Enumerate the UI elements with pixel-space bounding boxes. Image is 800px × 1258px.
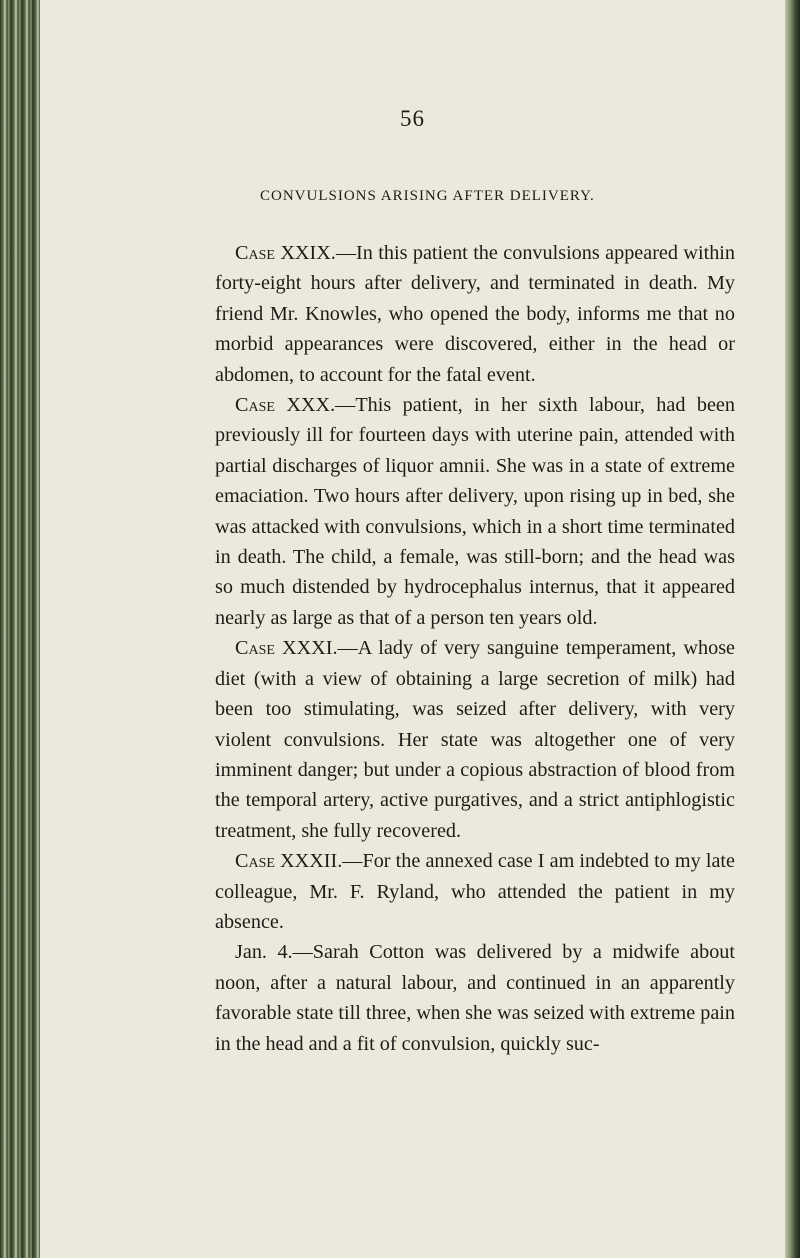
- paragraph-text: —A lady of very sanguine temperament, whose diet (with a view of obtaining a large secretion of milk) had been too stimulating, was seized after delivery, with very violent convulsions. Her state was altogether one of very imminent danger; but under a copious abstraction of blood from the temporal artery, active purgatives, and a strict antiphlogistic treatment, she fully recovered.: [215, 637, 736, 842]
- paragraph-case-xxxii: [215, 846, 735, 937]
- case-label: Case XXXII.: [235, 850, 343, 873]
- paragraph-text: —For the annexed case I am indebted to my late colleague, Mr. F. Ryland, who attended the patient in my absence.: [215, 850, 735, 933]
- running-head: CONVULSIONS ARISING AFTER DELIVERY.: [260, 188, 595, 204]
- paragraph-jan-4: [215, 937, 735, 1059]
- paragraph-case-xxxi: [215, 633, 735, 846]
- paragraph-case-xxix: [215, 238, 735, 390]
- body-text: [215, 238, 735, 1059]
- book-binding-right: [785, 0, 800, 1258]
- paragraph-case-xxx: [215, 390, 735, 633]
- book-binding-left: [0, 0, 40, 1258]
- page-number: 56: [400, 106, 425, 131]
- case-label: Case XXXI.: [235, 637, 338, 660]
- paragraph-text: —This patient, in her sixth labour, had been previously ill for fourteen days with uterine pain, attended with partial discharges of liquor amnii. She was in a state of extreme emaciation. Two hours after delivery, upon rising up in bed, she was attacked with convulsions, which in a short time terminated in death. The child, a female, was still-born; and the head was so much distended by hydrocephalus internus, that it appeared nearly as large as that of a person ten years old.: [215, 394, 735, 629]
- paragraph-text: Jan. 4.—Sarah Cotton was delivered by a midwife about noon, after a natural labour, and continued in an apparently favorable state till three, when she was seized with extreme pain in the head and a fit of convulsion, quickly suc-: [215, 941, 735, 1055]
- case-label: Case XXIX.: [235, 242, 336, 264]
- paragraph-text: —In this patient the convulsions appeared within forty-eight hours after delivery, and terminated in death. My friend Mr. Knowles, who opened the body, informs me that no morbid appearances were discovered, either in the head or abdomen, to account for the fatal event.: [215, 242, 735, 386]
- case-label: Case XXX.: [235, 394, 336, 417]
